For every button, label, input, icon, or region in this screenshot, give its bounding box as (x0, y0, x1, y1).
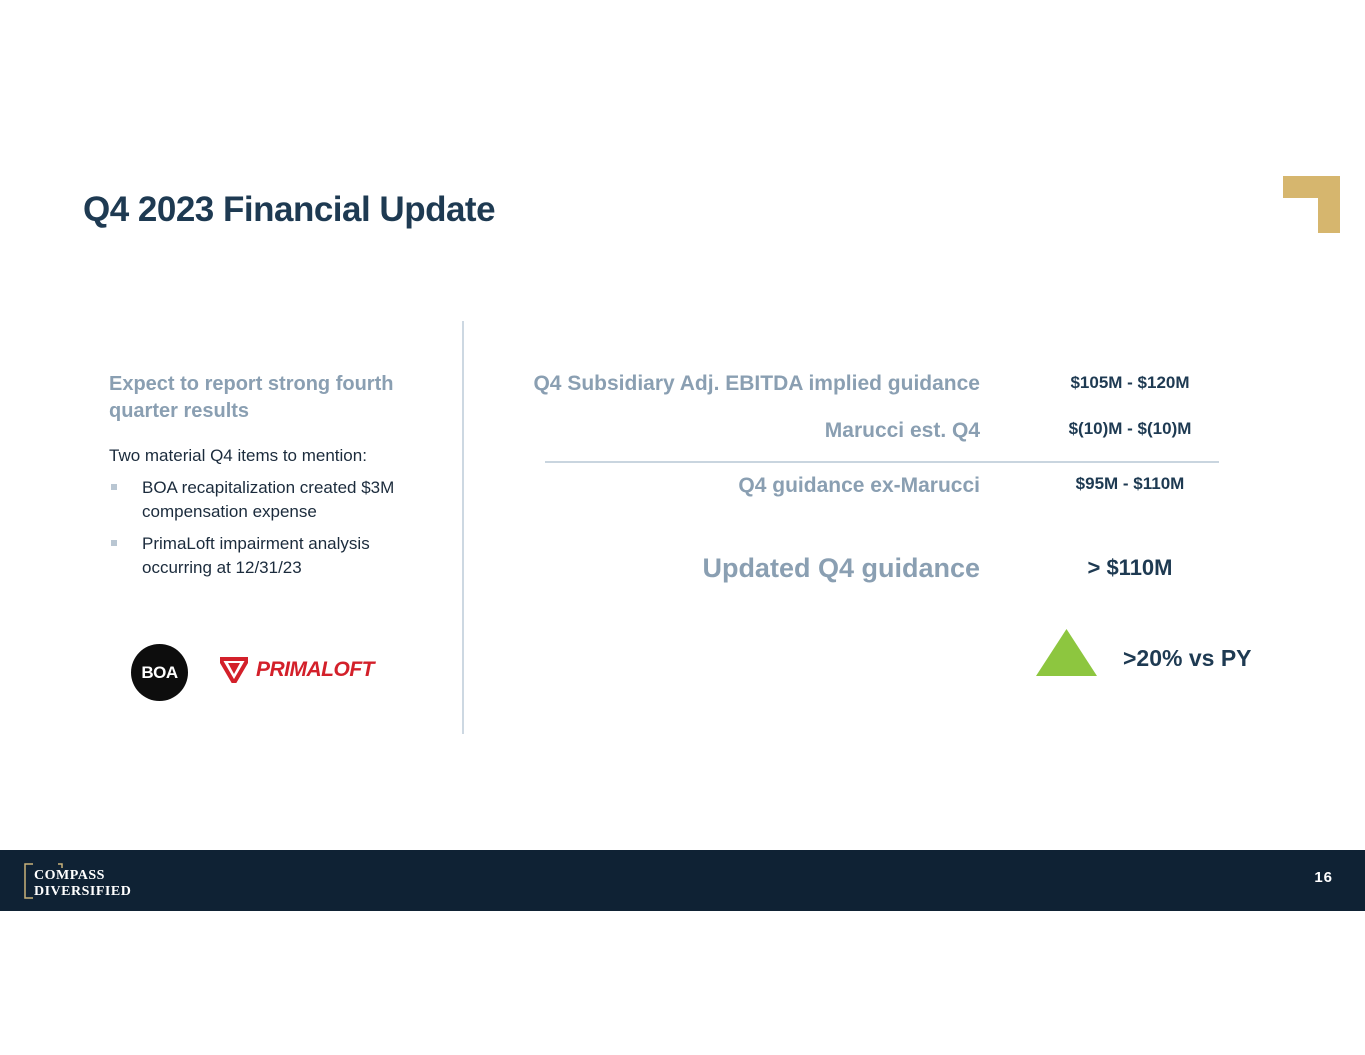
guidance-label: Q4 guidance ex-Marucci (738, 474, 980, 497)
updated-guidance-label: Updated Q4 guidance (702, 553, 980, 583)
footer-bar (0, 850, 1365, 911)
primaloft-wordmark: PRIMALOFT (256, 658, 374, 681)
updated-guidance-value: > $110M (1087, 555, 1173, 580)
logo-line-2: DIVERSIFIED (34, 884, 132, 899)
guidance-value: $(10)M - $(10)M (1068, 419, 1192, 438)
guidance-label: Q4 Subsidiary Adj. EBITDA implied guidance (533, 372, 980, 395)
up-triangle-icon (1036, 629, 1097, 676)
guidance-value: $105M - $120M (1070, 373, 1190, 392)
horizontal-divider (545, 461, 1219, 463)
boa-logo (131, 644, 188, 701)
bullet-square-icon (111, 540, 117, 546)
primaloft-logo (220, 657, 374, 683)
bullet-list (109, 476, 429, 580)
page-title: Q4 2023 Financial Update (83, 190, 496, 229)
bullet-text: PrimaLoft impairment analysis occurring at 12/31/23 (142, 534, 370, 577)
vertical-divider (462, 321, 464, 734)
guidance-value: $95M - $110M (1075, 474, 1185, 493)
boa-logo-text: BOA (141, 662, 178, 682)
section-subhead: Expect to report strong fourth quarter results (109, 373, 394, 422)
growth-text: >20% vs PY (1123, 645, 1252, 671)
bullet-square-icon (111, 484, 117, 490)
page-number: 16 (1314, 869, 1333, 886)
corner-bracket-icon (1283, 176, 1340, 233)
bullet-text: BOA recapitalization created $3M compensation expense (142, 478, 395, 521)
guidance-label: Marucci est. Q4 (824, 419, 980, 442)
list-item (109, 532, 429, 580)
primaloft-mark-icon (220, 657, 248, 683)
list-item (109, 476, 429, 524)
logo-line-1: COMPASS (34, 868, 105, 883)
compass-diversified-logo (24, 862, 154, 900)
intro-text: Two material Q4 items to mention: (109, 446, 367, 465)
left-column (109, 371, 429, 588)
